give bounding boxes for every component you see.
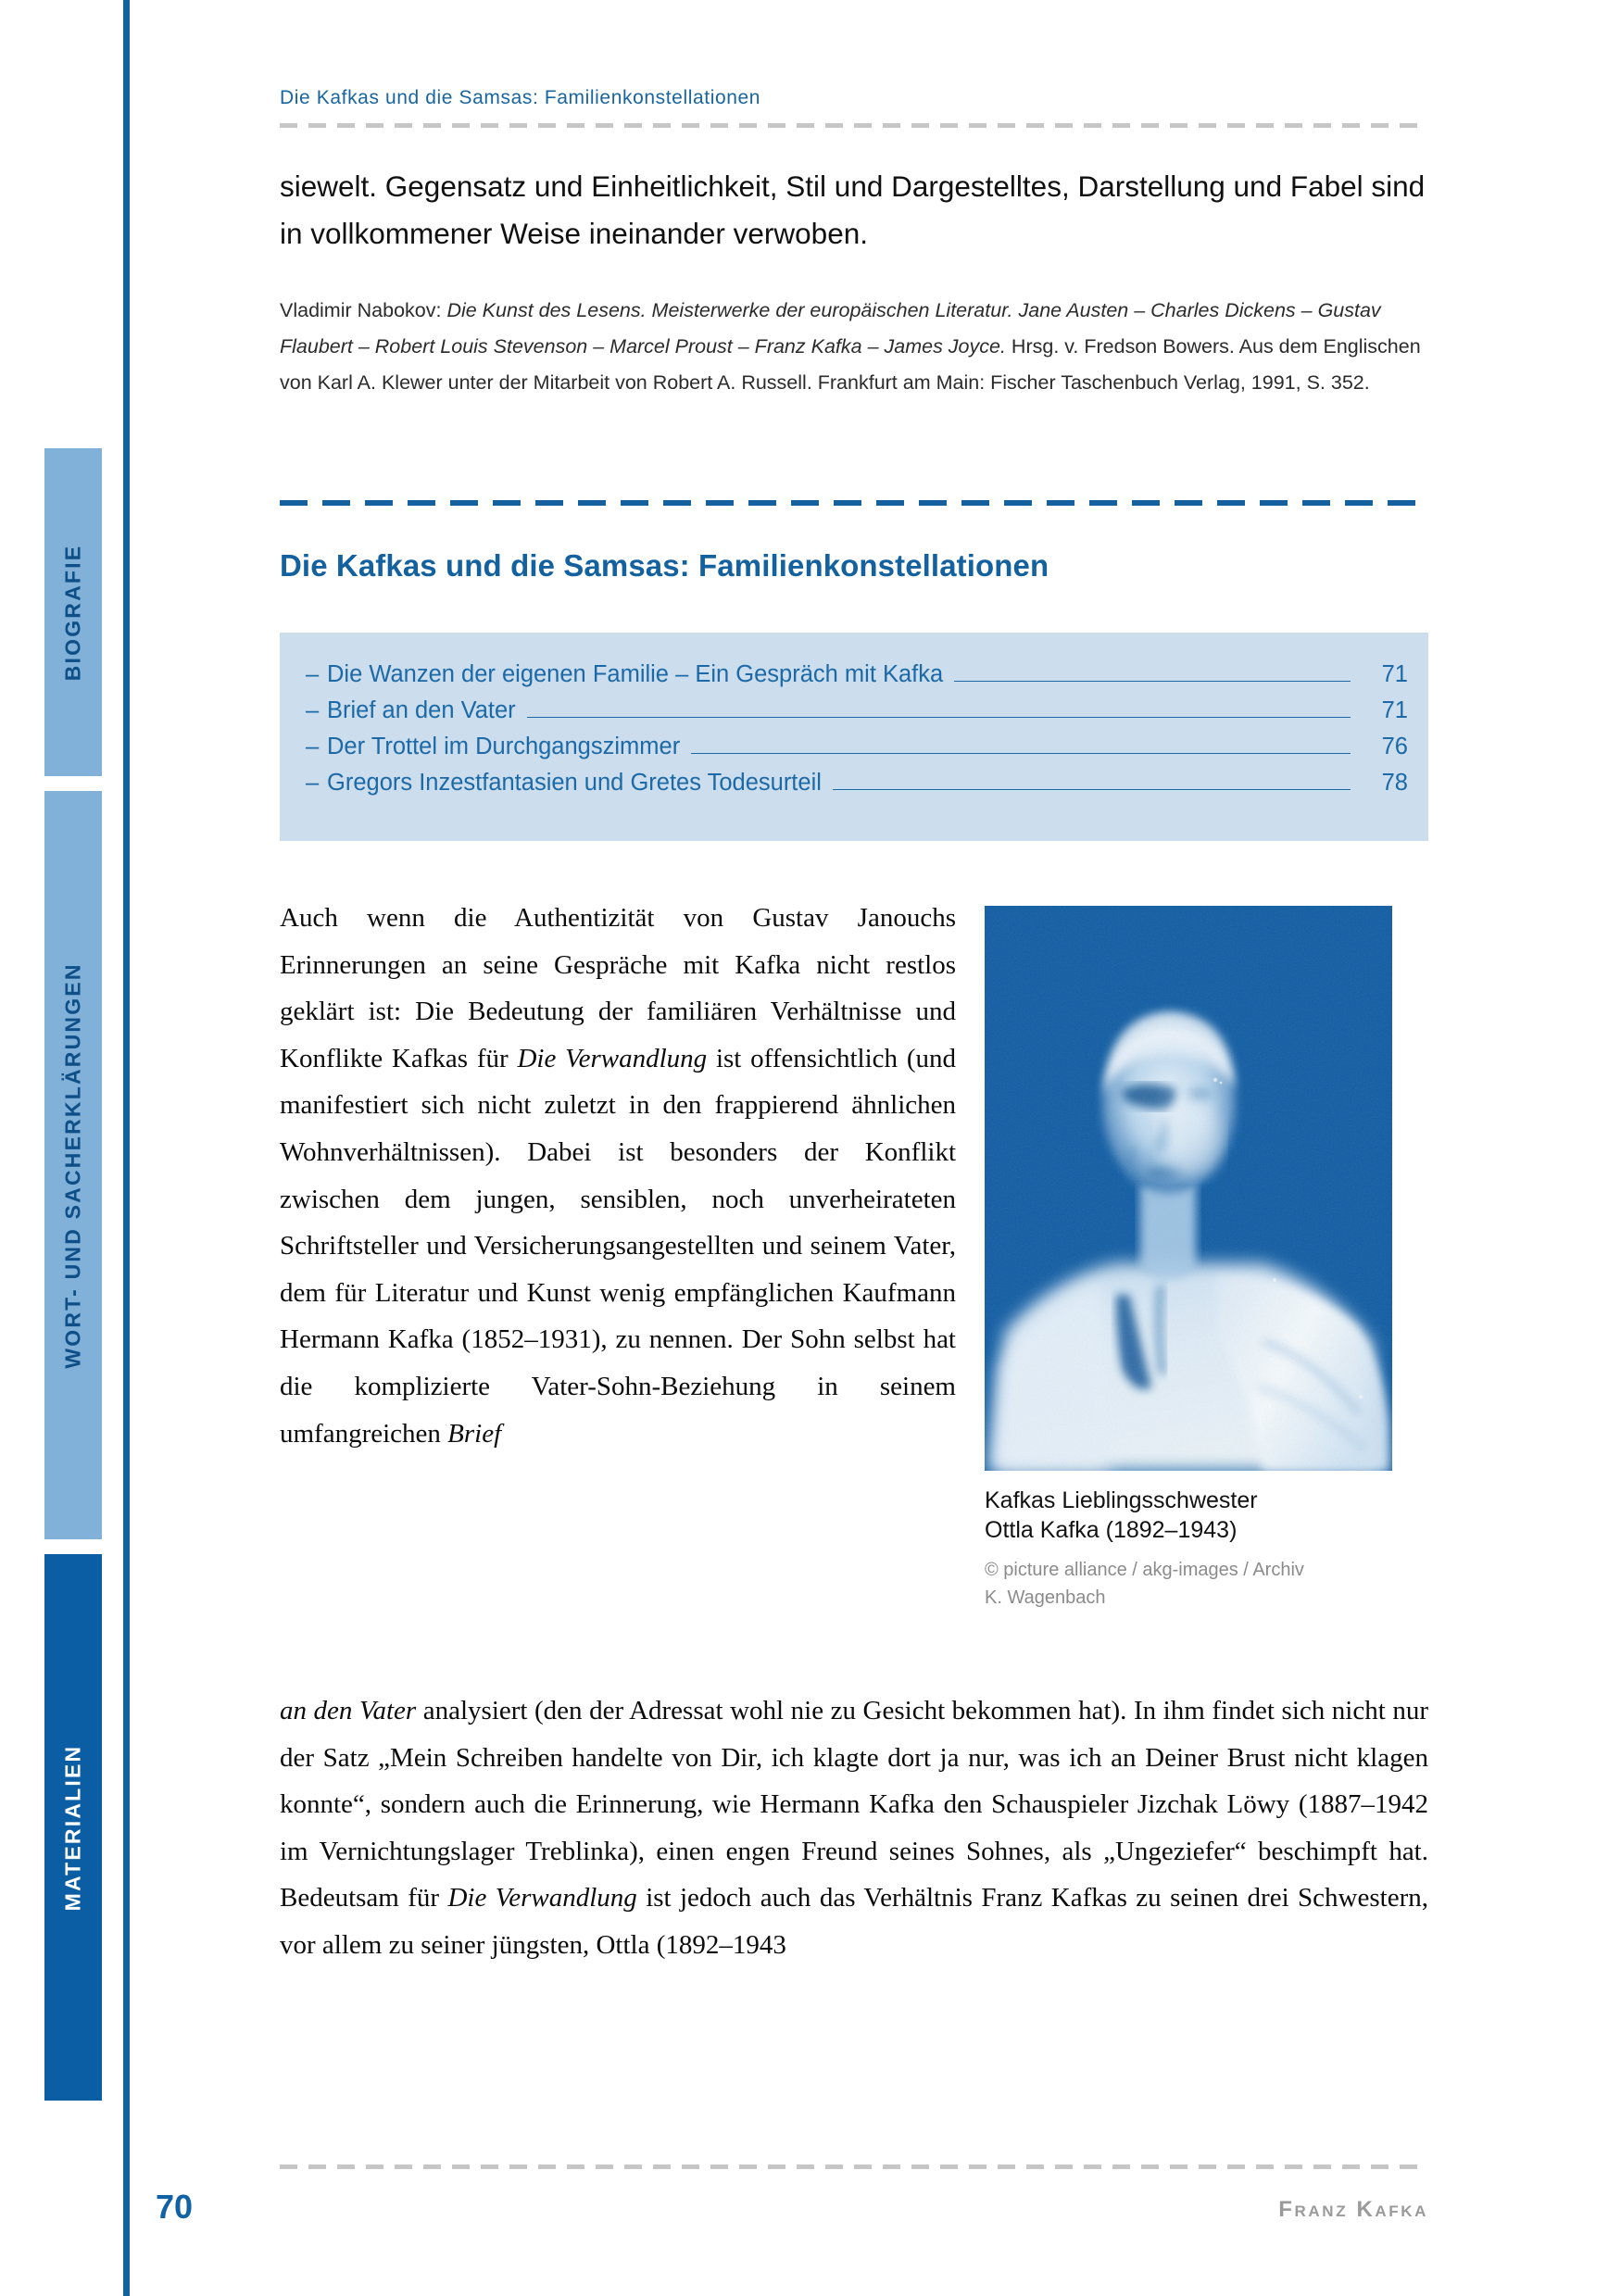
sidebar-item-materialien[interactable] (44, 1554, 102, 2101)
toc-dash: – (306, 770, 320, 796)
body-column-italic-2: Brief (447, 1418, 502, 1449)
portrait-photo-ottla-kafka (985, 906, 1392, 1471)
header-dashed-rule (280, 123, 1428, 128)
citation-author: Vladimir Nabokov: (280, 299, 442, 321)
toc-dash: – (306, 734, 320, 759)
figure-block (985, 906, 1392, 1612)
toc-leader-line (833, 789, 1351, 790)
toc-dash: – (306, 661, 320, 687)
page-number: 70 (156, 2188, 194, 2226)
toc-leader-line (527, 717, 1351, 718)
toc-item-page: 76 (1381, 734, 1408, 759)
footer-dashed-rule (280, 2164, 1428, 2169)
body-column-part-1: Auch wenn die Authentizität von Gustav Janouchs Erinnerungen an seine Gespräche mit Kafka nicht restlos geklärt ist: Die Bedeutung der familiären Verhältnisse und Konflikte Kafkas für (280, 903, 956, 1073)
body-full-part-1: analysiert (den der Adressat wohl nie zu Gesicht bekommen hat). In ihm findet sich nicht nur der Satz „Mein Schreiben handelte von Dir, ich klagte dort ja nur, was ich an Deiner Brust nicht klagen konnte“, sondern auch die Erinnerung, wie Hermann Kafka den Schauspieler Jizchak Löwy (1887–1942 im Vernichtungslager Treblinka), einen engen Freund seines Sohnes, als „Ungeziefer“ beschimpft hat. Bedeutsam für (280, 1696, 1428, 1913)
toc-dash: – (306, 697, 320, 723)
body-text-column (280, 895, 956, 1457)
toc-leader-line (691, 753, 1351, 754)
body-full-italic-2: Die Verwandlung (447, 1883, 637, 1913)
toc-item-page: 71 (1381, 661, 1408, 687)
portrait-photo-svg (985, 906, 1392, 1471)
footer-book-title: Franz Kafka (1278, 2197, 1428, 2222)
section-heading: Die Kafkas und die Samsas: Familienkonstellationen (280, 548, 1049, 583)
sidebar-item-label: BIOGRAFIE (60, 544, 85, 681)
figure-credit-line-2: K. Wagenbach (985, 1587, 1106, 1608)
body-column-italic-1: Die Verwandlung (517, 1043, 708, 1073)
figure-caption-line-1: Kafkas Lieblingsschwester (985, 1487, 1258, 1513)
toc-item-label: Gregors Inzestfantasien und Gretes Todesurteil (327, 770, 822, 796)
running-header-title: Die Kafkas und die Samsas: Familienkonstellationen (280, 87, 761, 108)
body-full-part-2: ist jedoch auch das Verhältnis Franz Kafkas zu seinen drei Schwestern, vor allem zu seiner jüngsten, Ottla (1892–1943 (280, 1883, 1428, 1960)
citation-rest: Hrsg. v. Fredson Bowers. Aus dem Englischen von Karl A. Klewer unter der Mitarbeit von Robert A. Russell. Frankfurt am Main: Fischer Taschenbuch Verlag, 1991, S. 352. (280, 335, 1421, 394)
bibliographic-citation (280, 293, 1421, 401)
left-spine-bar (123, 0, 130, 2296)
toc-item-page: 78 (1381, 770, 1408, 796)
figure-credit-line-1: © picture alliance / akg-images / Archiv (985, 1560, 1304, 1580)
toc-item-label: Brief an den Vater (327, 697, 516, 723)
toc-item-label: Der Trottel im Durchgangszimmer (327, 734, 681, 759)
figure-credit (985, 1556, 1392, 1612)
sidebar-item-biografie[interactable] (44, 448, 102, 776)
toc-leader-line (954, 681, 1351, 682)
body-text-full-width (280, 1687, 1428, 1969)
sidebar-item-label: MATERIALIEN (60, 1744, 85, 1911)
citation-work-title: Die Kunst des Lesens. Meisterwerke der europäischen Literatur. Jane Austen – Charles Dickens – Gustav Flaubert – Robert Louis Stevenson – Marcel Proust – Franz Kafka – James Joyce. (280, 299, 1381, 358)
toc-item-page: 71 (1381, 697, 1408, 723)
continuation-paragraph: siewelt. Gegensatz und Einheitlichkeit, Stil und Dargestelltes, Darstellung und Fabel sind in vollkommener Weise ineinander verwoben. (280, 169, 1426, 250)
toc-item[interactable] (306, 765, 1408, 801)
toc-item[interactable] (306, 657, 1408, 693)
body-column-part-2: ist offensichtlich (und manifestiert sich nicht zuletzt in den frappierend ähnlichen Wohnverhältnissen). Dabei ist besonders der Konflikt zwischen dem jungen, sensiblen, noch unverheirateten Schriftsteller und Versicherungsangestellten und seinem Vater, dem für Literatur und Kunst wenig empfänglichen Kaufmann Hermann Kafka (1852–1931), zu nennen. Der Sohn selbst hat die komplizierte Vater-Sohn-Beziehung in seinem umfangreichen (280, 1043, 956, 1449)
toc-item[interactable] (306, 693, 1408, 729)
toc-item[interactable] (306, 729, 1408, 765)
sidebar-item-wort-und-sacherklaerungen[interactable] (44, 791, 102, 1539)
toc-item-label: Die Wanzen der eigenen Familie – Ein Gespräch mit Kafka (327, 661, 944, 687)
table-of-contents-box (280, 633, 1428, 841)
figure-caption-line-2: Ottla Kafka (1892–1943) (985, 1517, 1238, 1543)
sidebar-item-label: WORT- UND SACHERKLÄRUNGEN (60, 961, 85, 1369)
sidebar-tabs (22, 0, 124, 2296)
figure-caption (985, 1486, 1392, 1545)
body-full-italic-lead: an den Vater (280, 1696, 417, 1725)
section-dashed-separator (280, 500, 1428, 506)
toc-list (306, 657, 1408, 801)
